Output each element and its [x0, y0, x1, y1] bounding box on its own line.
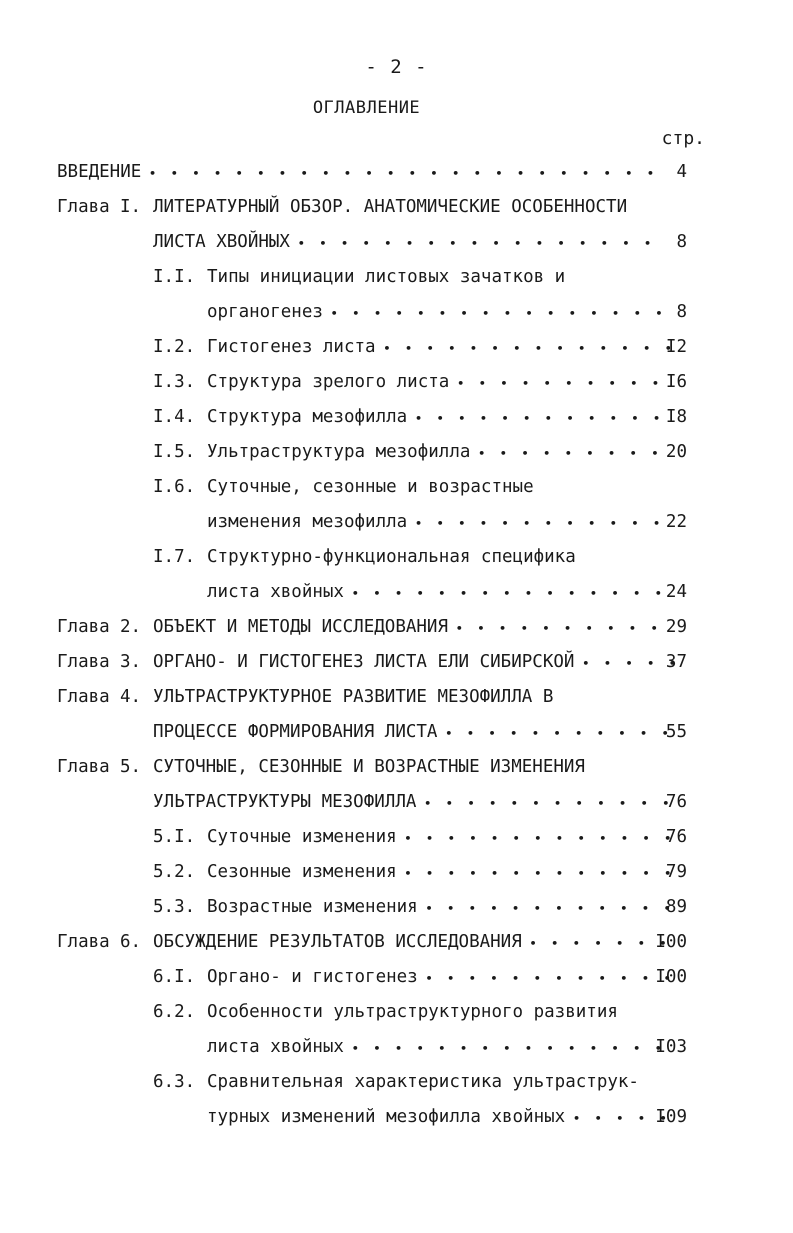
toc-entry-page: 55 — [665, 722, 687, 742]
toc-entry-page: 29 — [665, 617, 687, 637]
dot-leader — [352, 575, 669, 611]
toc-title: ОГЛАВЛЕНИЕ — [312, 98, 421, 118]
toc-entry-text: листа хвойных — [207, 582, 344, 602]
toc-entry-chapter-6[interactable] — [0, 925, 793, 960]
toc-entry-text: УЛЬТРАСТРУКТУРЫ МЕЗОФИЛЛА — [153, 792, 417, 812]
toc-entry-text: ПРОЦЕССЕ ФОРМИРОВАНИЯ ЛИСТА — [153, 722, 438, 742]
dot-leader — [426, 960, 672, 996]
toc-entry-text: Органо- и гистогенез — [207, 967, 418, 987]
toc-entry-section-5-2[interactable] — [0, 855, 793, 890]
toc-entry-page: I2 — [665, 337, 687, 357]
dot-leader — [424, 785, 671, 821]
toc-entry-section-6-2-cont[interactable] — [0, 1030, 793, 1065]
toc-entry-page: 76 — [665, 827, 687, 847]
toc-entry-introduction[interactable] — [0, 155, 793, 190]
toc-entry-page: 89 — [665, 897, 687, 917]
toc-entry-section-1-1-cont[interactable] — [0, 295, 793, 330]
toc-entry-text: Сравнительная характеристика ультраструк- — [207, 1072, 639, 1092]
toc-entry-page: 8 — [676, 232, 687, 252]
toc-entry-section-1-2[interactable] — [0, 330, 793, 365]
chapter-number: 3. — [120, 652, 142, 672]
toc-entry-page: 76 — [665, 792, 687, 812]
chapter-prefix: Глава — [57, 617, 110, 637]
toc-entry-text: органогенез — [207, 302, 323, 322]
chapter-number: 5. — [120, 757, 142, 777]
toc-entry-section-6-3-cont[interactable] — [0, 1100, 793, 1135]
toc-entry-page: 8 — [676, 302, 687, 322]
toc-entry-chapter-5-cont[interactable] — [0, 785, 793, 820]
chapter-number: I. — [120, 197, 142, 217]
toc-entry-section-1-4[interactable] — [0, 400, 793, 435]
chapter-number: 6. — [120, 932, 142, 952]
dot-leader — [478, 435, 673, 471]
toc-entry-section-6-3[interactable] — [0, 1065, 793, 1100]
toc-entry-text: Ультраструктура мезофилла — [207, 442, 471, 462]
toc-entry-section-6-1[interactable] — [0, 960, 793, 995]
toc-entry-text: Суточные изменения — [207, 827, 397, 847]
toc-entry-text: Суточные, сезонные и возрастные — [207, 477, 534, 497]
dot-leader — [384, 330, 671, 366]
toc-entry-page: 24 — [665, 582, 687, 602]
toc-entry-text: листа хвойных — [207, 1037, 344, 1057]
chapter-prefix: Глава — [57, 932, 110, 952]
dot-leader — [426, 890, 672, 926]
section-number: 5.3. — [153, 897, 196, 917]
toc-entry-text: Гистогенез листа — [207, 337, 376, 357]
toc-entry-page: I03 — [655, 1037, 687, 1057]
toc-entry-text: ОБЪЕКТ И МЕТОДЫ ИССЛЕДОВАНИЯ — [153, 617, 449, 637]
dot-leader — [456, 610, 673, 646]
chapter-prefix: Глава — [57, 757, 110, 777]
dot-leader — [298, 225, 667, 261]
toc-entry-text: Сезонные изменения — [207, 862, 397, 882]
toc-entry-page: 4 — [676, 162, 687, 182]
toc-entry-chapter-4[interactable] — [0, 680, 793, 715]
dot-leader — [457, 365, 673, 401]
chapter-number: 2. — [120, 617, 142, 637]
toc-entry-section-1-7-cont[interactable] — [0, 575, 793, 610]
toc-entry-page: I8 — [665, 407, 687, 427]
toc-entry-section-1-7[interactable] — [0, 540, 793, 575]
section-number: 6.2. — [153, 1002, 196, 1022]
section-number: 5.I. — [153, 827, 196, 847]
toc-entry-text: изменения мезофилла — [207, 512, 408, 532]
chapter-prefix: Глава — [57, 652, 110, 672]
toc-entry-text: турных изменений мезофилла хвойных — [207, 1107, 566, 1127]
toc-entry-page: I00 — [655, 967, 687, 987]
toc-entry-section-1-6-cont[interactable] — [0, 505, 793, 540]
toc-entry-page: 79 — [665, 862, 687, 882]
toc-entry-page: I6 — [665, 372, 687, 392]
toc-entry-chapter-1[interactable] — [0, 190, 793, 225]
toc-entry-text: ОРГАНО- И ГИСТОГЕНЕЗ ЛИСТА ЕЛИ СИБИРСКОЙ — [153, 652, 575, 672]
toc-entry-text: Структура зрелого листа — [207, 372, 450, 392]
dot-leader — [352, 1030, 669, 1066]
chapter-number: 4. — [120, 687, 142, 707]
section-number: 5.2. — [153, 862, 196, 882]
chapter-prefix: Глава — [57, 687, 110, 707]
section-number: 6.I. — [153, 967, 196, 987]
section-number: 6.3. — [153, 1072, 196, 1092]
toc-entry-page: 37 — [665, 652, 687, 672]
toc-entry-section-5-3[interactable] — [0, 890, 793, 925]
toc-entry-chapter-2[interactable] — [0, 610, 793, 645]
toc-entry-text: СУТОЧНЫЕ, СЕЗОННЫЕ И ВОЗРАСТНЫЕ ИЗМЕНЕНИЯ — [153, 757, 585, 777]
section-number: I.I. — [153, 267, 196, 287]
toc-entry-section-5-1[interactable] — [0, 820, 793, 855]
toc-entry-text: ЛИСТА ХВОЙНЫХ — [153, 232, 290, 252]
toc-entry-text: ЛИТЕРАТУРНЫЙ ОБЗОР. АНАТОМИЧЕСКИЕ ОСОБЕННОСТИ — [153, 197, 628, 217]
toc-entry-chapter-4-cont[interactable] — [0, 715, 793, 750]
toc-entry-page: 22 — [665, 512, 687, 532]
toc-entry-text: Возрастные изменения — [207, 897, 418, 917]
toc-entry-section-6-2[interactable] — [0, 995, 793, 1030]
toc-entry-text: ОБСУЖДЕНИЕ РЕЗУЛЬТАТОВ ИССЛЕДОВАНИЯ — [153, 932, 522, 952]
dot-leader — [405, 855, 671, 891]
dot-leader — [331, 295, 669, 331]
dot-leader — [415, 505, 671, 541]
section-number: I.3. — [153, 372, 196, 392]
toc-entry-page: I00 — [655, 932, 687, 952]
toc-entry-text: УЛЬТРАСТРУКТУРНОЕ РАЗВИТИЕ МЕЗОФИЛЛА В — [153, 687, 554, 707]
table-of-contents — [0, 155, 793, 1135]
toc-entry-section-1-6[interactable] — [0, 470, 793, 505]
toc-entry-text: Структурно-функциональная специфика — [207, 547, 576, 567]
toc-entry-section-1-1[interactable] — [0, 260, 793, 295]
dot-leader — [149, 155, 662, 191]
toc-entry-page: 20 — [665, 442, 687, 462]
toc-entry-chapter-5[interactable] — [0, 750, 793, 785]
toc-entry-chapter-1-cont[interactable] — [0, 225, 793, 260]
toc-entry-text: Особенности ультраструктурного развития — [207, 1002, 618, 1022]
toc-entry-text: ВВЕДЕНИЕ — [57, 162, 142, 182]
page-column-label: стр. — [661, 128, 705, 149]
section-number: I.4. — [153, 407, 196, 427]
toc-entry-section-1-3[interactable] — [0, 365, 793, 400]
section-number: I.7. — [153, 547, 196, 567]
toc-entry-chapter-3[interactable] — [0, 645, 793, 680]
toc-entry-section-1-5[interactable] — [0, 435, 793, 470]
chapter-prefix: Глава — [57, 197, 110, 217]
section-number: I.5. — [153, 442, 196, 462]
toc-entry-text: Структура мезофилла — [207, 407, 408, 427]
toc-entry-page: I09 — [655, 1107, 687, 1127]
section-number: I.2. — [153, 337, 196, 357]
toc-entry-text: Типы инициации листовых зачатков и — [207, 267, 566, 287]
dot-leader — [445, 715, 672, 751]
dot-leader — [405, 820, 671, 856]
section-number: I.6. — [153, 477, 196, 497]
dot-leader — [415, 400, 671, 436]
page-number: - 2 - — [365, 56, 428, 78]
